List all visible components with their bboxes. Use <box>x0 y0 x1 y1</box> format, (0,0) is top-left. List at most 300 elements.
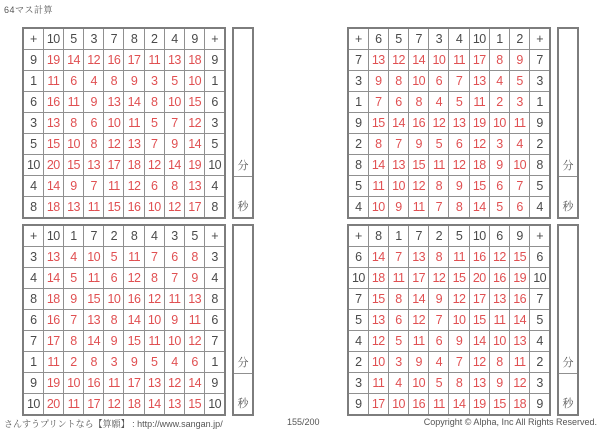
answer-cell: 4 <box>84 71 104 92</box>
answer-cell: 11 <box>84 196 104 218</box>
grid-row <box>348 92 550 113</box>
answer-cell: 7 <box>388 133 408 154</box>
answer-cell: 18 <box>185 50 205 71</box>
column-header-cell: 3 <box>429 28 449 50</box>
timer-box <box>557 224 579 416</box>
answer-cell: 7 <box>144 247 164 268</box>
calc-grid-top-left <box>22 27 226 219</box>
answer-cell: 15 <box>510 247 530 268</box>
answer-cell: 17 <box>469 289 489 310</box>
answer-cell: 8 <box>429 247 449 268</box>
answer-cell: 17 <box>185 196 205 218</box>
column-header-cell: 7 <box>409 225 429 247</box>
timer-box <box>232 224 254 416</box>
answer-cell: 17 <box>368 393 388 415</box>
answer-cell: 3 <box>489 133 509 154</box>
answer-cell: 9 <box>489 372 509 393</box>
answer-cell: 20 <box>43 393 63 415</box>
answer-cell: 9 <box>449 175 469 196</box>
answer-cell: 15 <box>469 310 489 331</box>
answer-cell: 10 <box>489 113 509 134</box>
answer-cell: 12 <box>368 330 388 351</box>
answer-cell: 5 <box>144 351 164 372</box>
row-header-cell: 2 <box>348 351 368 372</box>
grid-block-bottom-left <box>22 224 254 416</box>
answer-cell: 10 <box>185 71 205 92</box>
grid-block-top-left <box>22 27 254 219</box>
answer-cell: 7 <box>429 196 449 218</box>
answer-cell: 12 <box>124 175 144 196</box>
row-header-cell: 6 <box>23 310 43 331</box>
row-header-cell: 1 <box>205 71 225 92</box>
answer-cell: 7 <box>368 92 388 113</box>
row-header-cell: 9 <box>530 393 550 415</box>
answer-cell: 10 <box>368 196 388 218</box>
timer-seconds-cell <box>234 374 252 414</box>
answer-cell: 13 <box>409 247 429 268</box>
grid-row <box>23 196 225 218</box>
answer-cell: 8 <box>409 92 429 113</box>
answer-cell: 13 <box>43 247 63 268</box>
row-header-cell: 7 <box>23 330 43 351</box>
column-header-cell: 6 <box>368 28 388 50</box>
answer-cell: 7 <box>164 113 184 134</box>
row-header-cell: 2 <box>348 133 368 154</box>
answer-cell: 5 <box>144 113 164 134</box>
answer-cell: 12 <box>510 372 530 393</box>
answer-cell: 18 <box>124 154 144 175</box>
answer-cell: 15 <box>368 113 388 134</box>
answer-cell: 9 <box>449 330 469 351</box>
row-header-cell: 1 <box>530 92 550 113</box>
answer-cell: 9 <box>429 289 449 310</box>
answer-cell: 19 <box>185 154 205 175</box>
timer-box <box>232 27 254 219</box>
grid-row <box>348 330 550 351</box>
grid-row <box>348 393 550 415</box>
row-header-cell: 3 <box>205 247 225 268</box>
grid-row <box>23 113 225 134</box>
answer-cell: 13 <box>368 50 388 71</box>
grid-row <box>348 71 550 92</box>
answer-cell: 16 <box>510 289 530 310</box>
row-header-cell: 8 <box>205 196 225 218</box>
answer-cell: 16 <box>124 196 144 218</box>
answer-cell: 16 <box>104 50 124 71</box>
answer-cell: 7 <box>63 310 83 331</box>
answer-cell: 16 <box>469 247 489 268</box>
answer-cell: 12 <box>388 50 408 71</box>
column-header-cell: 6 <box>489 225 509 247</box>
operator-cell: + <box>530 225 550 247</box>
answer-cell: 11 <box>449 247 469 268</box>
answer-cell: 11 <box>43 351 63 372</box>
row-header-cell: 10 <box>23 154 43 175</box>
answer-cell: 9 <box>124 71 144 92</box>
answer-cell: 20 <box>43 154 63 175</box>
answer-cell: 14 <box>469 330 489 351</box>
row-header-cell: 3 <box>348 71 368 92</box>
answer-cell: 12 <box>409 175 429 196</box>
answer-cell: 11 <box>164 289 184 310</box>
grid-row <box>348 289 550 310</box>
answer-cell: 15 <box>449 268 469 289</box>
grid-row <box>23 289 225 310</box>
column-header-cell: 1 <box>388 225 408 247</box>
answer-cell: 14 <box>409 50 429 71</box>
answer-cell: 16 <box>409 113 429 134</box>
column-header-cell: 8 <box>124 225 144 247</box>
answer-cell: 8 <box>185 247 205 268</box>
answer-cell: 17 <box>469 50 489 71</box>
answer-cell: 5 <box>429 133 449 154</box>
timer-seconds-cell <box>559 177 577 217</box>
grid-row <box>23 175 225 196</box>
row-header-cell: 8 <box>205 289 225 310</box>
grid-row <box>23 71 225 92</box>
row-header-cell: 10 <box>205 393 225 415</box>
column-header-cell: 4 <box>449 28 469 50</box>
answer-cell: 4 <box>510 133 530 154</box>
answer-cell: 12 <box>164 372 184 393</box>
answer-cell: 5 <box>429 372 449 393</box>
row-header-cell: 9 <box>348 113 368 134</box>
answer-cell: 13 <box>84 154 104 175</box>
answer-cell: 8 <box>489 351 509 372</box>
operator-cell: + <box>348 28 368 50</box>
grid-row <box>23 351 225 372</box>
answer-cell: 2 <box>489 92 509 113</box>
column-header-cell: 2 <box>144 28 164 50</box>
answer-cell: 12 <box>124 268 144 289</box>
operator-cell: + <box>23 225 43 247</box>
column-header-cell: 1 <box>489 28 509 50</box>
answer-cell: 7 <box>84 175 104 196</box>
answer-cell: 10 <box>449 310 469 331</box>
answer-cell: 6 <box>489 175 509 196</box>
row-header-cell: 6 <box>530 247 550 268</box>
answer-cell: 16 <box>409 393 429 415</box>
answer-cell: 12 <box>429 268 449 289</box>
column-header-cell: 2 <box>429 225 449 247</box>
answer-cell: 8 <box>449 196 469 218</box>
column-header-cell: 4 <box>144 225 164 247</box>
answer-cell: 4 <box>164 351 184 372</box>
answer-cell: 10 <box>429 50 449 71</box>
row-header-cell: 6 <box>205 310 225 331</box>
answer-cell: 10 <box>510 154 530 175</box>
answer-cell: 8 <box>429 175 449 196</box>
footer-site-credit: さんすうプリントなら【算願】 : http://www.sangan.jp/ <box>4 419 223 429</box>
answer-cell: 13 <box>368 310 388 331</box>
grid-block-bottom-right <box>347 224 579 416</box>
timer-box <box>557 27 579 219</box>
answer-cell: 9 <box>63 175 83 196</box>
grid-row <box>23 393 225 415</box>
row-header-cell: 4 <box>23 268 43 289</box>
answer-cell: 13 <box>185 289 205 310</box>
answer-cell: 8 <box>388 289 408 310</box>
row-header-cell: 9 <box>205 50 225 71</box>
answer-cell: 7 <box>164 268 184 289</box>
grid-row <box>348 247 550 268</box>
answer-cell: 19 <box>469 113 489 134</box>
answer-cell: 19 <box>510 268 530 289</box>
answer-cell: 10 <box>388 175 408 196</box>
row-header-cell: 10 <box>23 393 43 415</box>
column-header-cell: 9 <box>185 28 205 50</box>
answer-cell: 9 <box>63 289 83 310</box>
answer-cell: 18 <box>368 268 388 289</box>
answer-cell: 10 <box>104 113 124 134</box>
row-header-cell: 3 <box>23 247 43 268</box>
answer-cell: 6 <box>84 113 104 134</box>
answer-cell: 14 <box>43 175 63 196</box>
answer-cell: 4 <box>388 372 408 393</box>
footer-page-number: 155/200 <box>287 417 320 427</box>
answer-cell: 3 <box>104 351 124 372</box>
answer-cell: 10 <box>489 330 509 351</box>
answer-cell: 13 <box>164 393 184 415</box>
answer-cell: 6 <box>144 175 164 196</box>
column-header-cell: 8 <box>124 28 144 50</box>
answer-cell: 18 <box>43 289 63 310</box>
row-header-cell: 10 <box>205 154 225 175</box>
column-header-cell: 5 <box>388 28 408 50</box>
answer-cell: 11 <box>104 372 124 393</box>
column-header-cell: 10 <box>43 28 63 50</box>
answer-cell: 6 <box>104 268 124 289</box>
answer-cell: 7 <box>144 133 164 154</box>
answer-cell: 19 <box>469 393 489 415</box>
grid-row <box>23 247 225 268</box>
answer-cell: 11 <box>124 113 144 134</box>
answer-cell: 15 <box>489 393 509 415</box>
answer-cell: 12 <box>84 50 104 71</box>
answer-cell: 9 <box>164 310 184 331</box>
row-header-cell: 4 <box>205 268 225 289</box>
answer-cell: 3 <box>388 351 408 372</box>
seconds-label: 秒 <box>562 398 574 410</box>
answer-cell: 8 <box>63 330 83 351</box>
answer-cell: 12 <box>164 196 184 218</box>
column-header-cell: 5 <box>449 225 469 247</box>
timer-seconds-cell <box>234 177 252 217</box>
grid-header-row <box>23 28 225 50</box>
answer-cell: 14 <box>409 289 429 310</box>
answer-cell: 14 <box>84 330 104 351</box>
answer-cell: 6 <box>63 71 83 92</box>
row-header-cell: 3 <box>205 113 225 134</box>
grid-row <box>23 310 225 331</box>
answer-cell: 13 <box>43 113 63 134</box>
answer-cell: 12 <box>104 393 124 415</box>
operator-cell: + <box>23 28 43 50</box>
column-header-cell: 8 <box>368 225 388 247</box>
row-header-cell: 9 <box>23 50 43 71</box>
grid-header-row <box>23 225 225 247</box>
grid-row <box>348 133 550 154</box>
answer-cell: 10 <box>104 289 124 310</box>
answer-cell: 9 <box>124 351 144 372</box>
answer-cell: 6 <box>164 247 184 268</box>
answer-cell: 18 <box>469 154 489 175</box>
row-header-cell: 8 <box>530 154 550 175</box>
answer-cell: 11 <box>63 393 83 415</box>
answer-cell: 8 <box>63 113 83 134</box>
answer-cell: 4 <box>429 92 449 113</box>
footer-copyright: Copyright © Alpha, Inc All Rights Reserved. <box>423 417 597 427</box>
answer-cell: 11 <box>510 351 530 372</box>
answer-cell: 8 <box>84 133 104 154</box>
answer-cell: 14 <box>124 92 144 113</box>
answer-cell: 8 <box>489 50 509 71</box>
column-header-cell: 5 <box>63 28 83 50</box>
answer-cell: 6 <box>388 92 408 113</box>
answer-cell: 5 <box>164 71 184 92</box>
answer-cell: 13 <box>469 372 489 393</box>
answer-cell: 16 <box>43 92 63 113</box>
answer-cell: 10 <box>409 372 429 393</box>
answer-cell: 2 <box>63 351 83 372</box>
answer-cell: 5 <box>388 330 408 351</box>
answer-cell: 5 <box>489 196 509 218</box>
answer-cell: 9 <box>84 92 104 113</box>
row-header-cell: 9 <box>530 113 550 134</box>
answer-cell: 11 <box>124 247 144 268</box>
answer-cell: 17 <box>43 330 63 351</box>
answer-cell: 6 <box>388 310 408 331</box>
row-header-cell: 5 <box>348 310 368 331</box>
grid-row <box>23 330 225 351</box>
row-header-cell: 7 <box>205 330 225 351</box>
column-header-cell: 9 <box>510 225 530 247</box>
answer-cell: 8 <box>388 71 408 92</box>
answer-cell: 18 <box>124 393 144 415</box>
grid-row <box>348 175 550 196</box>
answer-cell: 10 <box>409 71 429 92</box>
answer-cell: 14 <box>63 50 83 71</box>
answer-cell: 18 <box>43 196 63 218</box>
row-header-cell: 1 <box>23 71 43 92</box>
answer-cell: 10 <box>63 372 83 393</box>
answer-cell: 11 <box>429 393 449 415</box>
grid-row <box>348 310 550 331</box>
answer-cell: 11 <box>388 268 408 289</box>
row-header-cell: 5 <box>205 133 225 154</box>
answer-cell: 12 <box>449 154 469 175</box>
column-header-cell: 5 <box>185 225 205 247</box>
answer-cell: 8 <box>144 268 164 289</box>
answer-cell: 6 <box>429 71 449 92</box>
answer-cell: 13 <box>63 196 83 218</box>
answer-cell: 17 <box>409 268 429 289</box>
answer-cell: 15 <box>84 289 104 310</box>
answer-cell: 14 <box>510 310 530 331</box>
grid-row <box>348 268 550 289</box>
row-header-cell: 3 <box>530 71 550 92</box>
answer-cell: 11 <box>144 50 164 71</box>
answer-cell: 13 <box>185 175 205 196</box>
answer-cell: 14 <box>43 268 63 289</box>
answer-cell: 5 <box>63 268 83 289</box>
answer-cell: 5 <box>510 71 530 92</box>
answer-cell: 9 <box>409 351 429 372</box>
answer-cell: 16 <box>124 289 144 310</box>
answer-cell: 8 <box>104 310 124 331</box>
answer-cell: 12 <box>449 289 469 310</box>
row-header-cell: 2 <box>530 351 550 372</box>
column-header-cell: 2 <box>104 225 124 247</box>
answer-cell: 9 <box>368 71 388 92</box>
answer-cell: 7 <box>388 247 408 268</box>
answer-cell: 11 <box>43 71 63 92</box>
answer-cell: 10 <box>144 196 164 218</box>
answer-cell: 8 <box>84 351 104 372</box>
row-header-cell: 10 <box>348 268 368 289</box>
answer-cell: 12 <box>104 133 124 154</box>
answer-cell: 8 <box>144 92 164 113</box>
answer-cell: 11 <box>104 175 124 196</box>
answer-cell: 14 <box>185 372 205 393</box>
page-title: 64マス計算 <box>4 5 54 15</box>
grid-row <box>348 372 550 393</box>
answer-cell: 7 <box>449 71 469 92</box>
answer-cell: 11 <box>63 92 83 113</box>
answer-cell: 11 <box>368 175 388 196</box>
calc-grid-top-right <box>347 27 551 219</box>
answer-cell: 7 <box>429 310 449 331</box>
answer-cell: 7 <box>510 175 530 196</box>
answer-cell: 3 <box>144 71 164 92</box>
column-header-cell: 10 <box>469 28 489 50</box>
answer-cell: 15 <box>63 154 83 175</box>
column-header-cell: 7 <box>84 225 104 247</box>
row-header-cell: 5 <box>23 133 43 154</box>
answer-cell: 8 <box>368 133 388 154</box>
answer-cell: 18 <box>510 393 530 415</box>
answer-cell: 11 <box>489 310 509 331</box>
answer-cell: 9 <box>388 196 408 218</box>
column-header-cell: 3 <box>84 28 104 50</box>
row-header-cell: 3 <box>23 113 43 134</box>
row-header-cell: 4 <box>530 196 550 218</box>
row-header-cell: 1 <box>348 92 368 113</box>
answer-cell: 13 <box>510 330 530 351</box>
answer-cell: 15 <box>469 175 489 196</box>
timer-seconds-cell <box>559 374 577 414</box>
answer-cell: 12 <box>185 330 205 351</box>
answer-cell: 11 <box>368 372 388 393</box>
answer-cell: 5 <box>104 247 124 268</box>
answer-cell: 10 <box>164 92 184 113</box>
seconds-label: 秒 <box>237 398 249 410</box>
answer-cell: 13 <box>144 372 164 393</box>
row-header-cell: 2 <box>530 133 550 154</box>
row-header-cell: 5 <box>348 175 368 196</box>
column-header-cell: 4 <box>164 28 184 50</box>
answer-cell: 14 <box>185 133 205 154</box>
answer-cell: 4 <box>63 247 83 268</box>
timer-minutes-cell <box>559 29 577 177</box>
operator-cell: + <box>530 28 550 50</box>
grid-block-top-right <box>347 27 579 219</box>
answer-cell: 12 <box>429 113 449 134</box>
grid-row <box>23 50 225 71</box>
minutes-label: 分 <box>237 357 249 369</box>
answer-cell: 15 <box>368 289 388 310</box>
answer-cell: 15 <box>43 133 63 154</box>
